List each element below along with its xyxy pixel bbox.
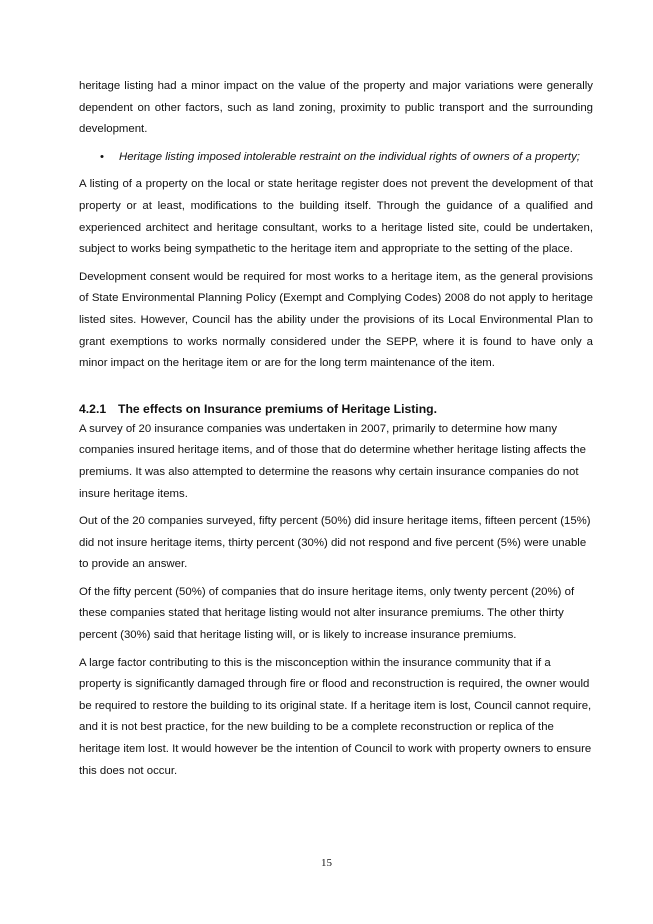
section-number: 4.2.1 (79, 401, 107, 416)
paragraph-survey-results: Out of the 20 companies surveyed, fifty percent (50%) did insure heritage items, fifteen percent (15%) did not insure heritage items, thirty percent (30%) did not respond and five percent (5%) were unable to provide an answer. (79, 515, 591, 571)
bullet-list (79, 147, 593, 169)
bullet-icon: • (100, 150, 104, 163)
bullet-item-restraint (79, 147, 593, 169)
paragraph-premium-effects: Of the fifty percent (50%) of companies that do insure heritage items, only twenty percent (20%) of these companies stated that heritage listing would not alter insurance premiums. The other thirty percent (30%) said that heritage listing will, or is likely to increase insurance premiums. (79, 585, 575, 642)
page-number: 15 (321, 857, 332, 869)
paragraph-survey: A survey of 20 insurance companies was undertaken in 2007, primarily to determine how many companies insured heritage items, and of those that do determine whether heritage listing affects the premiums. It was also attempted to determine the reasons why certain insurance companies do not insure heritage items. (79, 422, 586, 500)
section-title: The effects on Insurance premiums of Heritage Listing. (118, 401, 437, 416)
bullet-text: Heritage listing imposed intolerable restraint on the individual rights of owners of a property; (119, 150, 580, 163)
section-heading (79, 399, 593, 419)
paragraph-listing-development: A listing of a property on the local or state heritage register does not prevent the development of that property or at least, modifications to the building itself. Through the guidance of a qualified and experienced architect and heritage consultant, works to a heritage listed site, could be undertaken, subject to works being sympathetic to the heritage item and appropriate to the setting of the place. (79, 178, 593, 256)
paragraph-development-consent: Development consent would be required for most works to a heritage item, as the general provisions of State Environmental Planning Policy (Exempt and Complying Codes) 2008 do not apply to heritage listed sites. However, Council has the ability under the provisions of its Local Environmental Plan to grant exemptions to works normally considered under the SEPP, where it is found to have only a minor impact on the heritage item or are for the long term maintenance of the item. (79, 270, 593, 370)
paragraph-misconception: A large factor contributing to this is the misconception within the insurance community that if a property is significantly damaged through fire or flood and reconstruction is required, the owner would be required to restore the building to its original state. If a heritage item is lost, Council cannot require, and it is not best practice, for the new building to be a complete reconstruction or replica of the heritage item lost. It would however be the intention of Council to work with property owners to ensure this does not occur. (79, 656, 592, 777)
paragraph-heritage-value: heritage listing had a minor impact on the value of the property and major variations were generally dependent on other factors, such as land zoning, proximity to public transport and the surrounding development. (79, 80, 593, 136)
document-page (79, 76, 593, 782)
